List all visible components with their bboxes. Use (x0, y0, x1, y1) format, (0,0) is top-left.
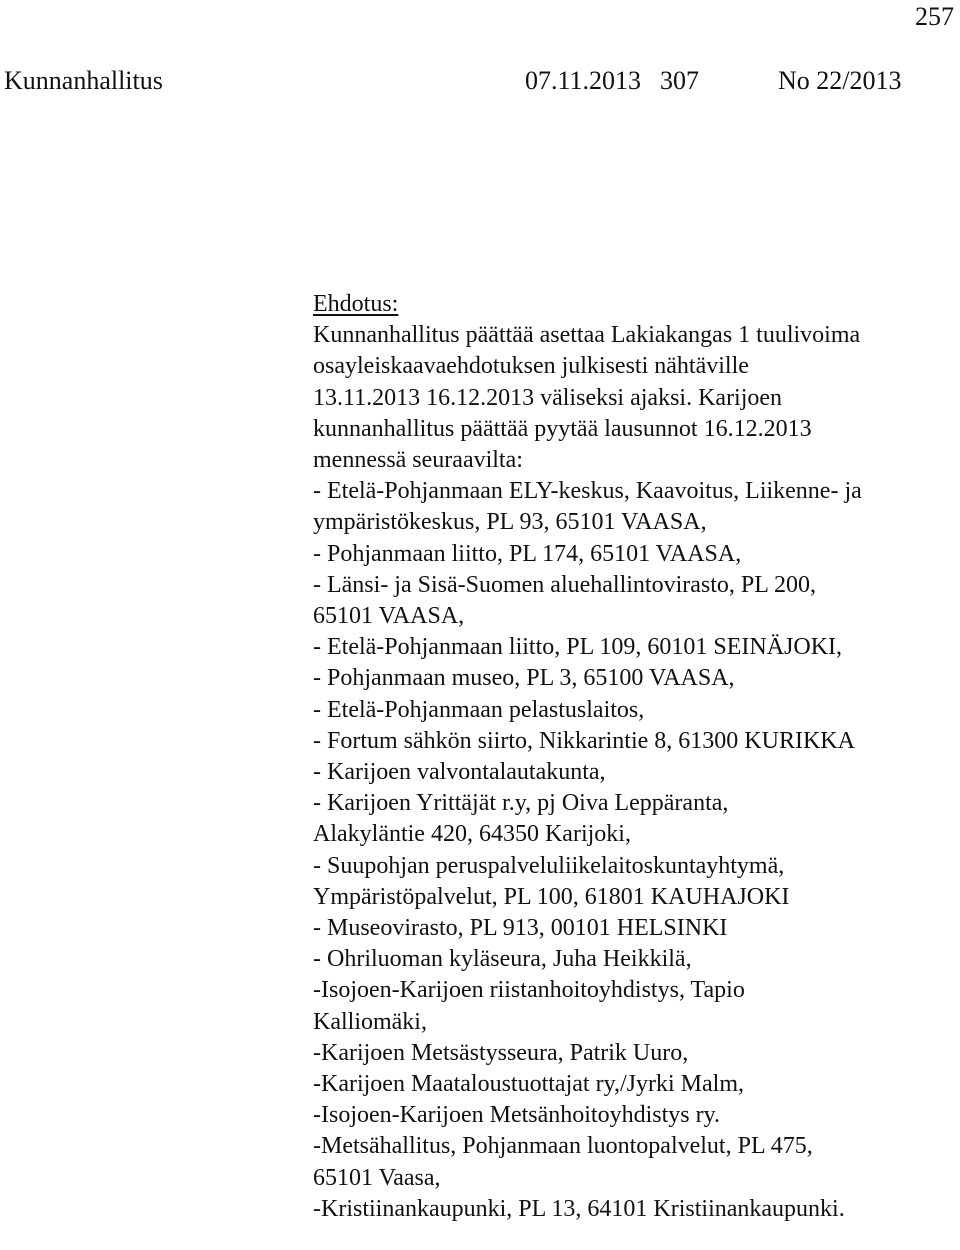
proposal-line: - Ohriluoman kyläseura, Juha Heikkilä, (313, 946, 692, 973)
proposal-section (313, 289, 953, 1225)
proposal-line: - Museovirasto, PL 913, 00101 HELSINKI (313, 915, 728, 942)
proposal-line: - Fortum sähkön siirto, Nikkarintie 8, 61300 KURIKKA (313, 727, 855, 754)
proposal-line: - Etelä-Pohjanmaan pelastuslaitos, (313, 696, 645, 723)
proposal-line: kunnanhallitus päättää pyytää lausunnot 16.12.2013 (313, 415, 812, 442)
proposal-line: - Karijoen Yrittäjät r.y, pj Oiva Leppäranta, (313, 790, 729, 817)
proposal-line: -Karijoen Metsästysseura, Patrik Uuro, (313, 1039, 689, 1066)
proposal-line: - Suupohjan peruspalveluliikelaitoskuntayhtymä, (313, 852, 785, 879)
proposal-line: 65101 VAASA, (313, 603, 465, 630)
proposal-line: ympäristökeskus, PL 93, 65101 VAASA, (313, 509, 707, 536)
proposal-line: -Isojoen-Karijoen Metsänhoitoyhdistys ry. (313, 1102, 721, 1129)
header-protocol-number: No 22/2013 (778, 66, 902, 95)
proposal-line: - Pohjanmaan liitto, PL 174, 65101 VAASA, (313, 540, 742, 567)
proposal-line: -Isojoen-Karijoen riistanhoitoyhdistys, Tapio (313, 977, 745, 1004)
proposal-line: Alakyläntie 420, 64350 Karijoki, (313, 821, 631, 848)
proposal-line: - Pohjanmaan museo, PL 3, 65100 VAASA, (313, 665, 735, 692)
proposal-line: - Etelä-Pohjanmaan ELY-keskus, Kaavoitus, Liikenne- ja (313, 478, 862, 505)
proposal-line: 65101 Vaasa, (313, 1164, 441, 1191)
page-number: 257 (915, 2, 954, 31)
proposal-line: osayleiskaavaehdotuksen julkisesti nähtäville (313, 353, 749, 380)
header-section: 307 (660, 66, 699, 95)
proposal-line: -Kristiinankaupunki, PL 13, 64101 Kristiinankaupunki. (313, 1195, 845, 1222)
proposal-line: -Metsähallitus, Pohjanmaan luontopalvelut, PL 475, (313, 1133, 813, 1160)
proposal-line: mennessä seuraavilta: (313, 447, 523, 474)
proposal-line: - Karijoen valvontalautakunta, (313, 759, 606, 786)
proposal-line: - Länsi- ja Sisä-Suomen aluehallintovirasto, PL 200, (313, 571, 817, 598)
proposal-line: Kunnanhallitus päättää asettaa Lakiakangas 1 tuulivoima (313, 322, 861, 349)
proposal-line: -Karijoen Maataloustuottajat ry,/Jyrki Malm, (313, 1071, 745, 1098)
proposal-line: - Etelä-Pohjanmaan liitto, PL 109, 60101 SEINÄJOKI, (313, 634, 843, 661)
proposal-line: Kalliomäki, (313, 1008, 427, 1035)
header-date: 07.11.2013 (525, 66, 642, 95)
proposal-line: Ympäristöpalvelut, PL 100, 61801 KAUHAJOKI (313, 883, 790, 910)
proposal-line: 13.11.2013 16.12.2013 väliseksi ajaksi. Karijoen (313, 384, 783, 411)
header-organization: Kunnanhallitus (4, 66, 163, 95)
proposal-heading: Ehdotus: (313, 291, 399, 317)
